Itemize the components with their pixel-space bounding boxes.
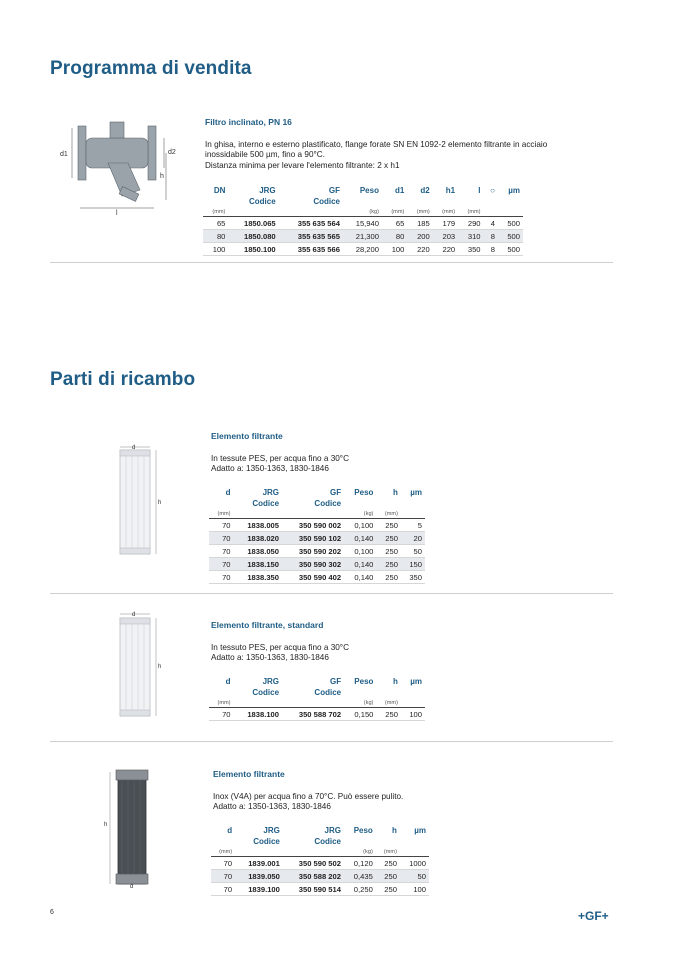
divider — [50, 741, 613, 742]
description-line: Inox (V4A) per acqua fino a 70°C. Può essere pulito. — [213, 792, 404, 801]
table-cell: Peso — [353, 826, 373, 835]
table-cell — [376, 687, 401, 698]
table-cell: µm — [410, 488, 422, 497]
table-cell: 70 — [211, 883, 235, 896]
table-cell: 250 — [376, 532, 401, 545]
table-cell: 0,100 — [344, 519, 376, 532]
table-cell: 1000 — [400, 857, 429, 870]
y-strainer-drawing — [52, 118, 182, 218]
table-cell: 100 — [400, 883, 429, 896]
table-cell: 185 — [407, 217, 432, 230]
table-header-row — [209, 509, 425, 519]
table-cell: d2 — [420, 186, 430, 195]
spec-table-item-1 — [209, 487, 425, 584]
table-cell: l — [478, 186, 481, 195]
dim-label-d2: d2 — [168, 149, 176, 156]
table-cell: Peso — [354, 488, 374, 497]
description-line: Adatto a: 1350-1363, 1830-1846 — [211, 653, 329, 663]
table-cell: JRG — [262, 677, 280, 686]
table-cell: (mm) — [458, 207, 483, 217]
table-cell — [376, 498, 401, 509]
table-cell: 20 — [401, 532, 425, 545]
table-cell: 1838.050 — [234, 545, 283, 558]
table-row — [203, 243, 523, 256]
table-row — [203, 230, 523, 243]
table-cell: 8 — [484, 243, 498, 256]
table-cell: 1850.100 — [228, 243, 278, 256]
table-cell: d — [227, 826, 233, 835]
table-cell: JRG — [324, 826, 341, 835]
table-cell: 50 — [401, 545, 425, 558]
table-header-row — [209, 698, 425, 708]
table-cell: JRG — [263, 826, 280, 835]
table-cell: 355 635 564 — [279, 217, 343, 230]
table-cell: 70 — [209, 519, 234, 532]
table-cell — [282, 698, 344, 708]
table-cell: GF — [329, 488, 342, 497]
table-row — [211, 857, 429, 870]
table-cell: (mm) — [376, 847, 400, 857]
table-cell — [344, 498, 376, 509]
table-row — [209, 545, 425, 558]
table-header-row — [203, 207, 523, 217]
table-cell: 500 — [498, 217, 523, 230]
table-cell — [401, 698, 425, 708]
table-cell: Codice — [248, 197, 276, 206]
table-cell: 350 — [458, 243, 483, 256]
table-cell: Codice — [313, 197, 340, 206]
table-cell: 80 — [203, 230, 228, 243]
table-cell — [498, 207, 523, 217]
table-cell: (mm) — [376, 698, 401, 708]
table-cell: JRG — [262, 488, 280, 497]
table-cell: 1838.350 — [234, 571, 283, 584]
table-cell: (kg) — [344, 847, 376, 857]
table-cell: 350 — [401, 571, 425, 584]
table-cell: 350 590 002 — [282, 519, 344, 532]
table-cell: 250 — [376, 883, 400, 896]
dim-label-h: h — [158, 664, 162, 670]
table-cell — [228, 207, 278, 217]
table-cell: 250 — [376, 519, 401, 532]
table-cell: 28,200 — [343, 243, 382, 256]
table-cell: (mm) — [407, 207, 432, 217]
table-cell: 0,140 — [344, 558, 376, 571]
table-cell: 250 — [376, 545, 401, 558]
dim-label-h: h — [104, 822, 108, 828]
table-cell: 0,120 — [344, 857, 376, 870]
table-cell: ○ — [490, 186, 495, 195]
table-cell: d — [225, 677, 231, 686]
description-line: inossidabile 500 µm, fino a 90°C. — [205, 150, 325, 160]
table-cell: 1850.065 — [228, 217, 278, 230]
table-cell: 350 590 102 — [282, 532, 344, 545]
spec-table-item-3 — [211, 825, 429, 896]
table-cell: 220 — [407, 243, 432, 256]
table-cell: 350 590 302 — [282, 558, 344, 571]
table-cell: 1838.005 — [234, 519, 283, 532]
table-cell: GF — [329, 677, 342, 686]
table-header-row — [211, 836, 429, 847]
table-cell: 350 590 202 — [282, 545, 344, 558]
table-cell — [234, 698, 283, 708]
table-cell — [484, 207, 498, 217]
table-cell: (mm) — [433, 207, 458, 217]
table-cell: 21,300 — [343, 230, 382, 243]
table-header-row — [211, 825, 429, 836]
table-row — [209, 519, 425, 532]
table-cell: JRG — [259, 186, 276, 195]
dim-label-d1: d1 — [60, 151, 68, 158]
table-cell — [401, 498, 425, 509]
table-row — [203, 217, 523, 230]
table-cell: Codice — [314, 688, 342, 697]
item-description — [211, 454, 349, 475]
table-cell: 355 635 566 — [279, 243, 343, 256]
table-cell: DN — [213, 186, 226, 195]
table-cell: 250 — [376, 870, 400, 883]
table-cell: 250 — [376, 571, 401, 584]
table-cell — [433, 196, 458, 207]
item-subtitle: Elemento filtrante, standard — [211, 620, 324, 630]
table-cell — [343, 196, 382, 207]
divider — [50, 593, 613, 594]
table-cell: h1 — [445, 186, 456, 195]
table-cell: 100 — [203, 243, 228, 256]
table-cell: µm — [414, 826, 426, 835]
table-cell — [344, 836, 376, 847]
table-cell: 8 — [484, 230, 498, 243]
table-cell: 4 — [484, 217, 498, 230]
table-cell: 50 — [400, 870, 429, 883]
table-cell: 100 — [382, 243, 407, 256]
table-cell: 65 — [203, 217, 228, 230]
table-cell: 310 — [458, 230, 483, 243]
spec-table-item-2 — [209, 676, 425, 721]
table-header-row — [209, 498, 425, 509]
table-cell — [401, 509, 425, 519]
table-row — [211, 870, 429, 883]
table-cell: 1838.150 — [234, 558, 283, 571]
table-cell: 350 590 402 — [282, 571, 344, 584]
table-row — [211, 883, 429, 896]
table-header-row — [209, 487, 425, 498]
product-subtitle: Filtro inclinato, PN 16 — [205, 117, 292, 127]
table-cell: 70 — [211, 870, 235, 883]
table-cell: 15,940 — [343, 217, 382, 230]
table-cell: h — [393, 677, 398, 686]
table-header-row — [211, 847, 429, 857]
table-cell: µm — [508, 186, 520, 195]
table-cell: 70 — [209, 545, 234, 558]
table-row — [209, 571, 425, 584]
table-cell: 150 — [401, 558, 425, 571]
table-cell — [209, 687, 234, 698]
table-cell: 0,140 — [344, 571, 376, 584]
table-cell: GF — [328, 186, 340, 195]
table-cell: 350 588 202 — [283, 870, 344, 883]
table-cell: 1838.100 — [234, 708, 283, 721]
table-cell: 70 — [211, 857, 235, 870]
dim-label-d: d — [132, 445, 136, 451]
page-title: Programma di vendita — [50, 58, 252, 79]
table-cell: 350 590 502 — [283, 857, 344, 870]
table-row — [209, 558, 425, 571]
table-cell: 350 590 514 — [283, 883, 344, 896]
table-cell: (mm) — [376, 509, 401, 519]
spec-table-strainer — [203, 185, 523, 256]
table-header-row — [203, 196, 523, 207]
table-cell: 0,140 — [344, 532, 376, 545]
table-cell: 100 — [401, 708, 425, 721]
table-cell: (mm) — [382, 207, 407, 217]
table-cell: d1 — [395, 186, 405, 195]
table-header-row — [209, 676, 425, 687]
table-cell: 220 — [433, 243, 458, 256]
table-cell: 80 — [382, 230, 407, 243]
table-cell — [400, 836, 429, 847]
item-subtitle: Elemento filtrante — [211, 431, 283, 441]
table-cell: 1839.050 — [235, 870, 283, 883]
table-cell: h — [393, 488, 398, 497]
dim-label-d: d — [130, 884, 134, 888]
table-cell — [498, 196, 523, 207]
table-cell: 1850.080 — [228, 230, 278, 243]
table-cell: 5 — [401, 519, 425, 532]
table-cell: Codice — [252, 688, 280, 697]
table-cell: 290 — [458, 217, 483, 230]
table-row — [209, 708, 425, 721]
table-cell — [282, 509, 344, 519]
table-header-row — [203, 185, 523, 196]
table-cell: (kg) — [344, 509, 376, 519]
table-cell — [344, 687, 376, 698]
dim-label-d: d — [132, 612, 136, 618]
table-cell: Peso — [354, 677, 374, 686]
section-title-spare-parts: Parti di ricambo — [50, 369, 196, 390]
table-cell: 1839.001 — [235, 857, 283, 870]
table-cell: 179 — [433, 217, 458, 230]
item-description — [213, 792, 403, 813]
table-cell — [382, 196, 407, 207]
table-cell: Peso — [359, 186, 379, 195]
table-cell: Codice — [252, 499, 280, 508]
table-cell: (mm) — [211, 847, 235, 857]
table-cell — [209, 498, 234, 509]
table-cell: 70 — [209, 708, 234, 721]
stainless-filter-drawing — [100, 766, 162, 888]
dim-label-h: h — [160, 173, 164, 180]
table-cell: 70 — [209, 571, 234, 584]
table-cell: (mm) — [203, 207, 228, 217]
item-description — [211, 643, 349, 664]
table-cell — [211, 836, 235, 847]
description-line: In tessuto PES, per acqua fino a 30°C — [211, 643, 349, 652]
description-line: Adatto a: 1350-1363, 1830-1846 — [213, 802, 331, 812]
dim-label-l: l — [116, 210, 118, 217]
table-cell: (kg) — [344, 698, 376, 708]
gf-logo: +GF+ — [578, 909, 609, 923]
divider — [50, 262, 613, 263]
table-cell — [401, 687, 425, 698]
item-subtitle: Elemento filtrante — [213, 769, 285, 779]
table-cell — [400, 847, 429, 857]
table-cell: 1839.100 — [235, 883, 283, 896]
table-cell: (kg) — [343, 207, 382, 217]
table-cell — [279, 207, 343, 217]
table-cell: 500 — [498, 230, 523, 243]
table-row — [209, 532, 425, 545]
description-line: Distanza minima per levare l'elemento filtrante: 2 x h1 — [205, 160, 400, 170]
table-cell: 0,250 — [344, 883, 376, 896]
table-cell: h — [392, 826, 397, 835]
table-cell: 355 635 565 — [279, 230, 343, 243]
table-cell: 0,100 — [344, 545, 376, 558]
table-cell: (mm) — [209, 509, 234, 519]
table-cell: Codice — [314, 837, 341, 846]
table-cell — [407, 196, 432, 207]
product-description — [205, 140, 547, 171]
table-cell — [234, 509, 283, 519]
table-cell: 350 588 702 — [282, 708, 344, 721]
table-cell: 0,150 — [344, 708, 376, 721]
table-cell — [283, 847, 344, 857]
table-cell — [458, 196, 483, 207]
table-cell — [235, 847, 283, 857]
table-cell: 250 — [376, 708, 401, 721]
table-cell: 200 — [407, 230, 432, 243]
page-number: 6 — [50, 909, 54, 916]
table-cell: 500 — [498, 243, 523, 256]
table-cell: (mm) — [209, 698, 234, 708]
table-cell — [203, 196, 228, 207]
table-cell: 0,435 — [344, 870, 376, 883]
table-cell: 250 — [376, 857, 400, 870]
table-cell: 65 — [382, 217, 407, 230]
table-cell: Codice — [253, 837, 280, 846]
filter-element-drawing-2 — [108, 610, 170, 722]
table-cell: 70 — [209, 532, 234, 545]
filter-element-drawing-1 — [108, 444, 170, 560]
description-line: In tessute PES, per acqua fino a 30°C — [211, 454, 349, 463]
description-line: Adatto a: 1350-1363, 1830-1846 — [211, 464, 329, 474]
table-header-row — [209, 687, 425, 698]
table-cell: d — [225, 488, 231, 497]
description-line: In ghisa, interno e esterno plastificato, flange forate SN EN 1092-2 elemento filtrante in acciaio — [205, 140, 548, 149]
table-cell: 70 — [209, 558, 234, 571]
table-cell: µm — [410, 677, 422, 686]
table-cell: 1838.020 — [234, 532, 283, 545]
table-cell: 203 — [433, 230, 458, 243]
table-cell — [484, 196, 498, 207]
dim-label-h: h — [158, 500, 162, 506]
table-cell: Codice — [314, 499, 342, 508]
table-cell — [376, 836, 400, 847]
table-cell: 250 — [376, 558, 401, 571]
